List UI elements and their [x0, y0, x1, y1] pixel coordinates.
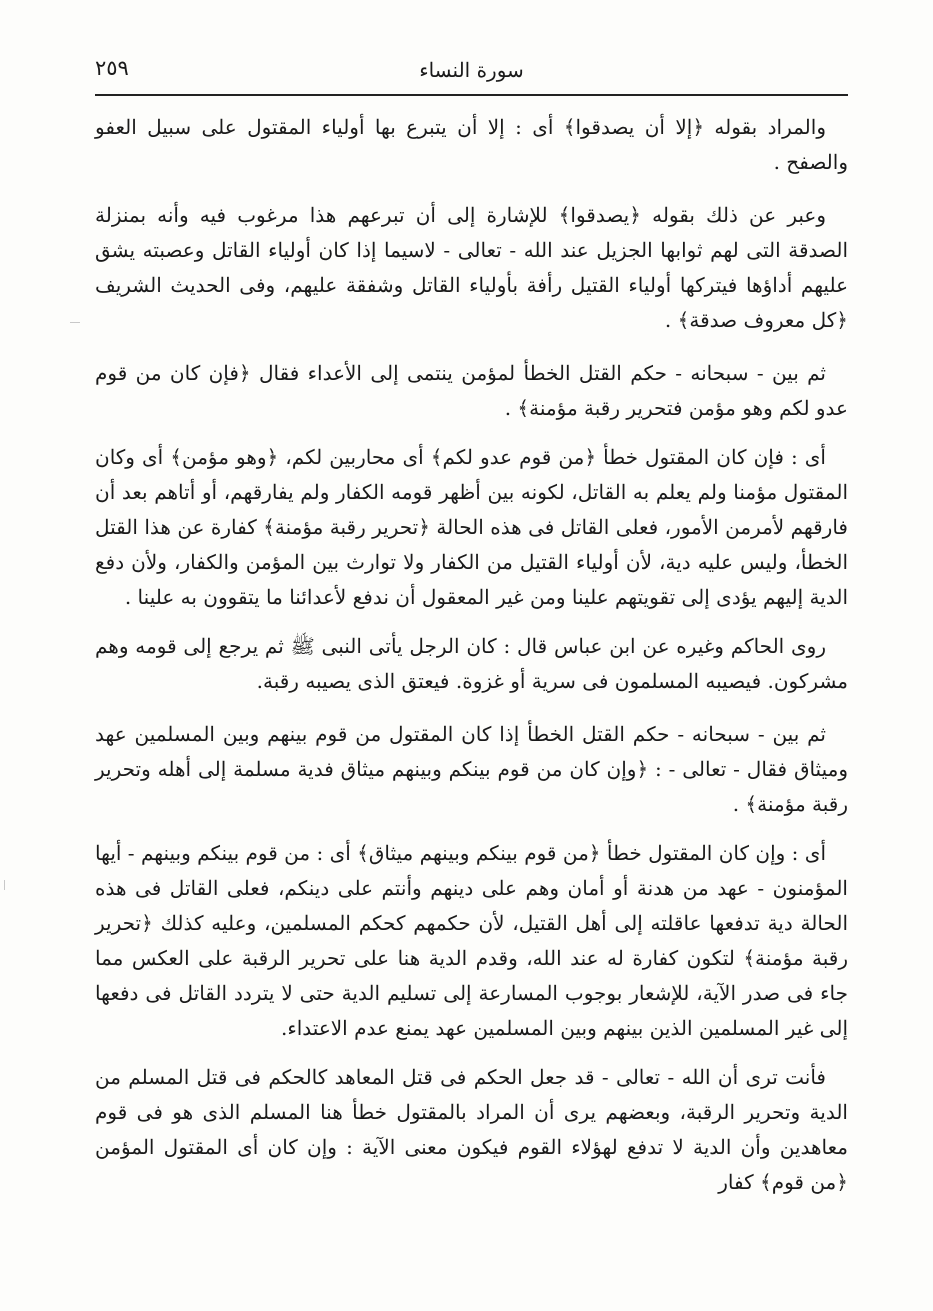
paragraph: ثم بين - سبحانه - حكم القتل الخطأ إذا كان المقتول من قوم بينهم وبين المسلمين عهد وميثاق فقال - تعالى - : ﴿وإن كان من قوم بينكم وبينهم ميثاق فدية مسلمة إلى أهله وتحرير رقبة مؤمنة﴾ .	[95, 722, 848, 816]
page-number: ٢٥٩	[95, 56, 129, 80]
paragraph: ثم بين - سبحانه - حكم القتل الخطأ لمؤمن ينتمى إلى الأعداء فقال ﴿فإن كان من قوم عدو لكم وهو مؤمن فتحرير رقبة مؤمنة﴾ .	[95, 361, 848, 420]
paragraph: أى : وإن كان المقتول خطأ ﴿من قوم بينكم وبينهم ميثاق﴾ أى : من قوم بينكم وبينهم - أيها المؤمنون - عهد من هدنة أو أمان وهم على دينهم وأنتم على دينكم، فعلى القاتل فى هذه الحالة دية تدفعها عاقلته إلى أهل القتيل، لأن حكمهم كحكم المسلمين، وعليه كذلك ﴿تحرير رقبة مؤمنة﴾ لتكون كفارة له عند الله، وقدم الدية هنا على تحرير الرقبة على العكس مما جاء فى صدر الآية، للإشعار بوجوب المسارعة إلى تسليم الدية حتى لا يتردد القاتل فى دفعها إلى غير المسلمين الذين بينهم وبين المسلمين عهد يمنع عدم الاعتداء.	[95, 841, 848, 1040]
page-body	[95, 110, 848, 1218]
paragraph: أى : فإن كان المقتول خطأ ﴿من قوم عدو لكم﴾ أى محاربين لكم، ﴿وهو مؤمن﴾ أى وكان المقتول مؤمنا ولم يعلم به القاتل، لكونه بين أظهر قومه الكفار ولم يفارقهم، أو أتاهم بعد أن فارقهم لأمرمن الأمور، فعلى القاتل فى هذه الحالة ﴿تحرير رقبة مؤمنة﴾ كفارة عن هذا القتل الخطأ، وليس عليه دية، لأن أولياء القتيل من الكفار ولا توارث بين المؤمن والكفار، ولأن دفع الدية إليهم يؤدى إلى تقويتهم علينا ومن غير المعقول أن ندفع لأعدائنا ما يتقوون به علينا .	[95, 445, 848, 609]
surah-title: سورة النساء	[419, 58, 524, 82]
paragraph: والمراد بقوله ﴿إلا أن يصدقوا﴾ أى : إلا أن يتبرع بها أولياء المقتول على سبيل العفو والصفح .	[95, 115, 848, 174]
paragraph: روى الحاكم وغيره عن ابن عباس قال : كان الرجل يأتى النبى ﷺ ثم يرجع إلى قومه وهم مشركون. فيصيبه المسلمون فى سرية أو غزوة. فيعتق الذى يصيبه رقبة.	[95, 634, 848, 693]
paragraph: فأنت ترى أن الله - تعالى - قد جعل الحكم فى قتل المعاهد كالحكم فى قتل المسلم من الدية وتحرير الرقبة، وبعضهم يرى أن المراد بالمقتول خطأ هنا المسلم الذى هو فى قوم معاهدين وأن الدية لا تدفع لهؤلاء القوم فيكون معنى الآية : وإن كان أى المقتول المؤمن ﴿من قوم﴾ كفار	[95, 1065, 848, 1194]
paragraph: وعبر عن ذلك بقوله ﴿يصدقوا﴾ للإشارة إلى أن تبرعهم هذا مرغوب فيه وأنه بمنزلة الصدقة التى لهم ثوابها الجزيل عند الله - تعالى - لاسيما إذا كان أولياء القاتل وعصبته يشق عليهم أداؤها فيتركها أولياء القتيل رأفة بأولياء القاتل وشفقة عليهم، وفى الحديث الشريف ﴿كل معروف صدقة﴾ .	[95, 203, 848, 332]
header-divider	[95, 94, 848, 96]
scan-mark	[4, 880, 5, 890]
page-header	[95, 52, 848, 90]
scan-mark	[70, 322, 80, 323]
